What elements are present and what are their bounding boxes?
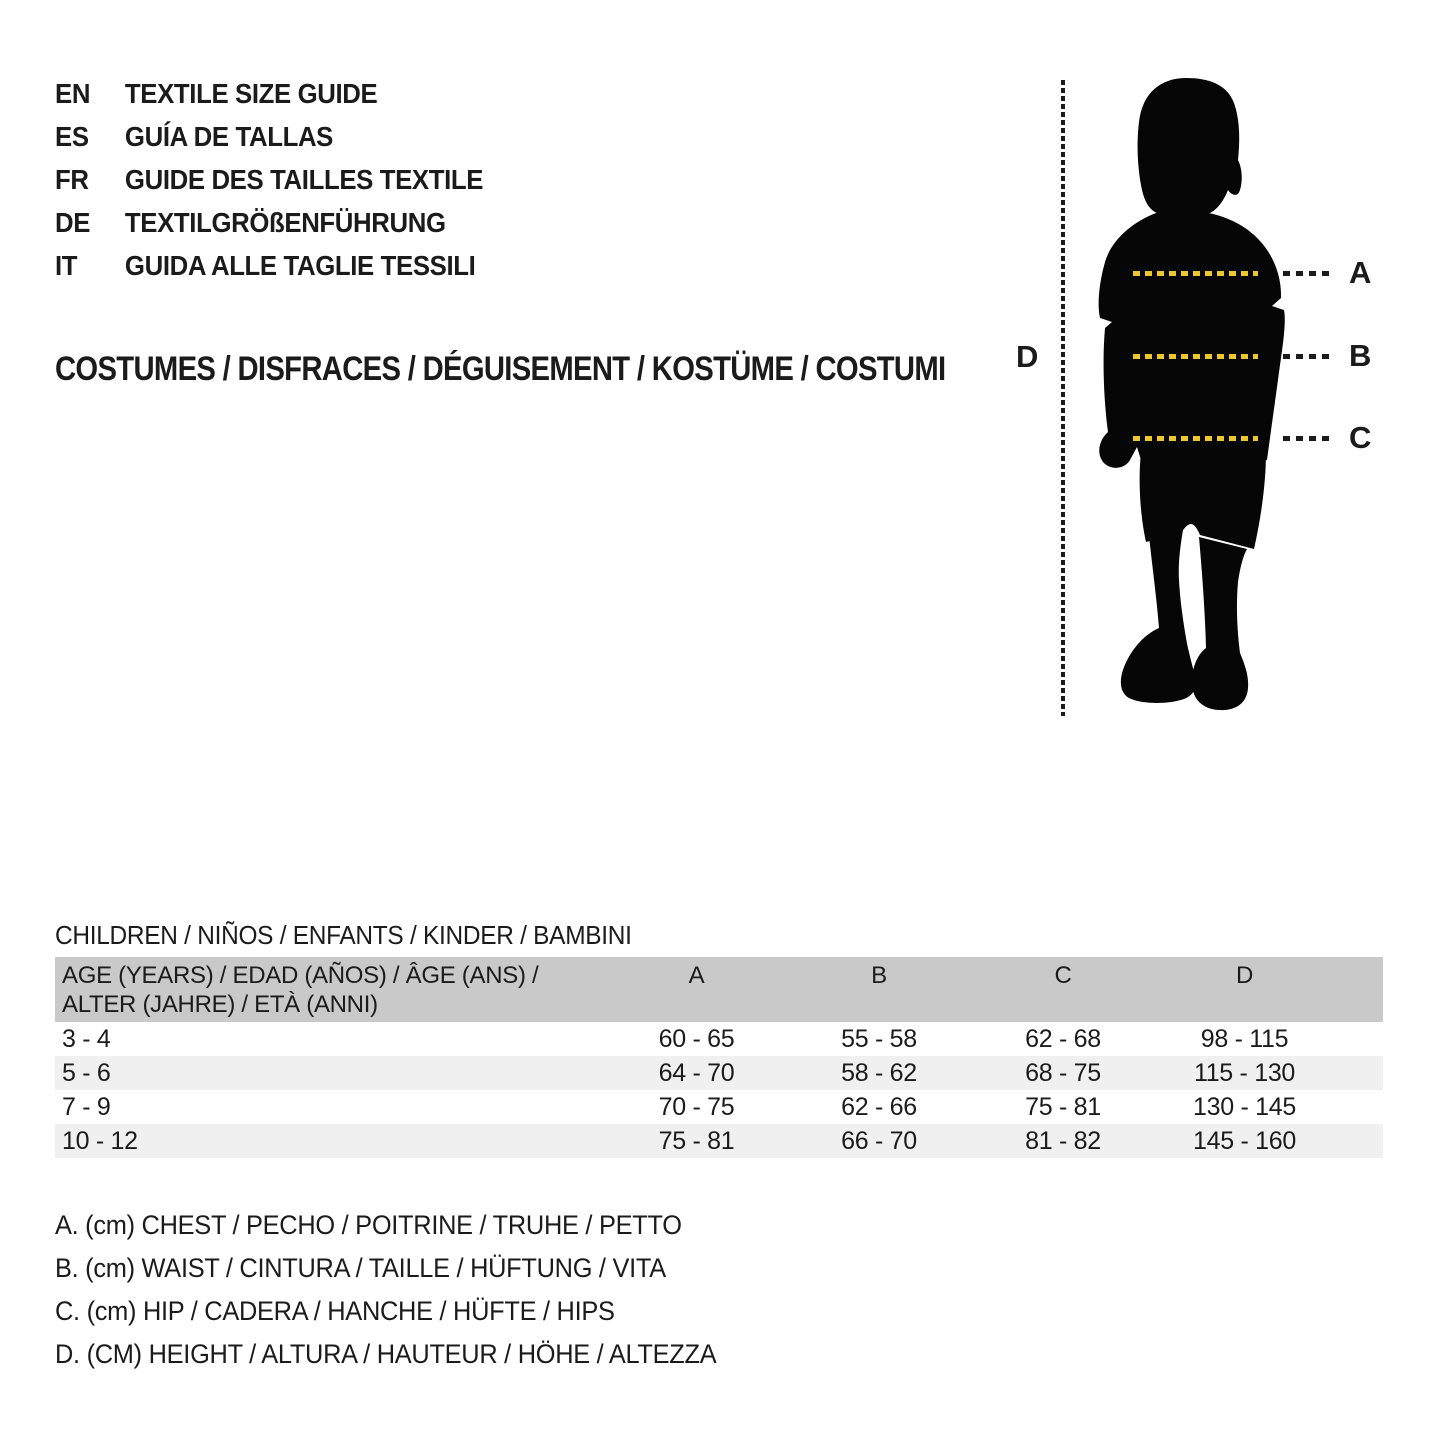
waist-value: 55 - 58: [841, 1025, 917, 1053]
hip-value: 62 - 68: [1025, 1025, 1101, 1053]
chest-value: 64 - 70: [658, 1059, 735, 1087]
chest-measure-line: [1133, 271, 1258, 276]
table-row: [55, 1056, 1383, 1090]
language-title: GUÍA DE TALLAS: [124, 121, 333, 152]
legend-hip: C. (cm) HIP / CADERA / HANCHE / HÜFTE / HIPS: [55, 1296, 615, 1326]
age-cell: 5 - 6: [62, 1059, 111, 1087]
language-row-en: [55, 72, 483, 115]
age-header-line1: AGE (YEARS) / EDAD (AÑOS) / ÂGE (ANS) /: [62, 962, 539, 989]
column-header-a: A: [688, 962, 705, 989]
hip-leader-line: [1283, 436, 1333, 441]
waist-leader-line: [1283, 354, 1333, 359]
height-value: 98 - 115: [1200, 1025, 1289, 1053]
language-code: FR: [55, 164, 89, 195]
chest-leader-line: [1283, 271, 1333, 276]
age-header-cell: [55, 957, 605, 1022]
language-code: IT: [55, 250, 78, 281]
label-chest-a: A: [1349, 255, 1371, 290]
label-hip-c: C: [1349, 420, 1371, 455]
language-row-it: [55, 244, 483, 287]
language-title: GUIDE DES TAILLES TEXTILE: [124, 164, 484, 195]
label-height-d: D: [1016, 339, 1038, 374]
language-title-list: [55, 72, 483, 287]
column-header-b: B: [871, 962, 887, 989]
child-silhouette: [1080, 72, 1295, 717]
height-dotted-line: [1061, 80, 1065, 716]
measurement-legend: [55, 1204, 716, 1376]
height-value: 130 - 145: [1193, 1093, 1296, 1121]
language-row-de: [55, 201, 483, 244]
language-row-fr: [55, 158, 483, 201]
waist-measure-line: [1133, 354, 1258, 359]
height-value: 145 - 160: [1193, 1127, 1296, 1155]
age-cell: 10 - 12: [62, 1127, 138, 1155]
age-cell: 3 - 4: [62, 1025, 111, 1053]
language-code: ES: [55, 121, 89, 152]
language-title: TEXTILGRÖßENFÜHRUNG: [124, 207, 446, 238]
size-table: [55, 957, 1383, 1158]
language-code: DE: [55, 207, 91, 238]
children-section-heading: CHILDREN / NIÑOS / ENFANTS / KINDER / BAMBINI: [55, 920, 632, 950]
legend-height: D. (CM) HEIGHT / ALTURA / HAUTEUR / HÖHE / ALTEZZA: [55, 1339, 717, 1369]
waist-value: 66 - 70: [841, 1127, 917, 1155]
table-header-row: [55, 957, 1383, 1022]
waist-value: 58 - 62: [841, 1059, 917, 1087]
waist-value: 62 - 66: [841, 1093, 917, 1121]
age-header-line2: ALTER (JAHRE) / ETÀ (ANNI): [62, 991, 378, 1018]
age-cell: 7 - 9: [62, 1093, 111, 1121]
table-row: [55, 1022, 1383, 1056]
language-title: TEXTILE SIZE GUIDE: [124, 78, 378, 109]
label-waist-b: B: [1349, 338, 1371, 373]
chest-value: 70 - 75: [658, 1093, 735, 1121]
column-header-d: D: [1235, 962, 1254, 989]
language-row-es: [55, 115, 483, 158]
chest-value: 60 - 65: [658, 1025, 735, 1053]
hip-value: 81 - 82: [1025, 1127, 1101, 1155]
height-value: 115 - 130: [1193, 1059, 1296, 1087]
hip-value: 68 - 75: [1025, 1059, 1101, 1087]
table-row: [55, 1124, 1383, 1158]
chest-value: 75 - 81: [658, 1127, 735, 1155]
category-title: COSTUMES / DISFRACES / DÉGUISEMENT / KOSTÜME / COSTUMI: [55, 350, 946, 388]
legend-waist: B. (cm) WAIST / CINTURA / TAILLE / HÜFTUNG / VITA: [55, 1253, 666, 1283]
hip-value: 75 - 81: [1025, 1093, 1101, 1121]
hip-measure-line: [1133, 436, 1258, 441]
column-header-c: C: [1054, 962, 1072, 989]
language-title: GUIDA ALLE TAGLIE TESSILI: [124, 250, 476, 281]
table-row: [55, 1090, 1383, 1124]
legend-chest: A. (cm) CHEST / PECHO / POITRINE / TRUHE / PETTO: [55, 1210, 682, 1240]
language-code: EN: [55, 78, 91, 109]
